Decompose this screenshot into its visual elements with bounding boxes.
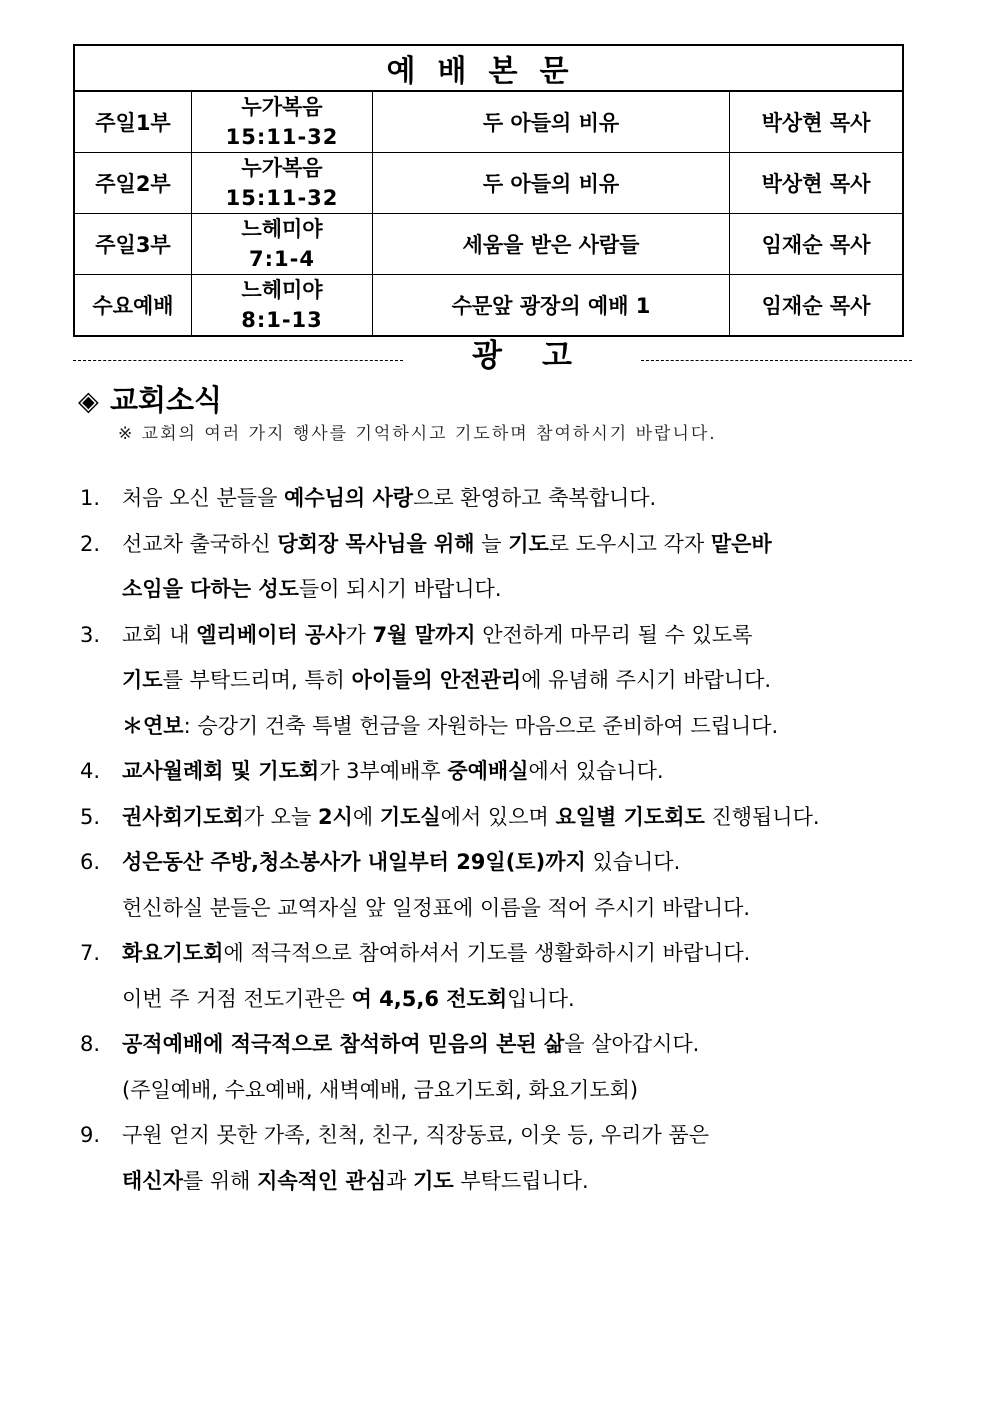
news-emphasis-text: 7월 말까지 [372, 622, 476, 647]
news-text: (주일예배, 수요예배, 새벽예배, 금요기도회, 화요기도회) [122, 1077, 639, 1102]
news-emphasis-text: 권사회기도회 [122, 804, 244, 829]
news-item-line [80, 522, 880, 568]
news-emphasis-text: 예수님의 사랑 [284, 486, 414, 510]
service-name: 수요예배 [74, 275, 192, 337]
scripture-verse: 15:11-32 [225, 125, 339, 149]
news-text: 있습니다. [585, 850, 681, 874]
news-item-number: 8. [80, 1032, 101, 1056]
news-emphasis-text: 여 4,5,6 전도회 [351, 986, 508, 1011]
news-emphasis-text: 기도 [122, 668, 163, 692]
news-text: 선교차 출국하신 [122, 531, 278, 556]
news-item [80, 795, 880, 841]
notice-header [73, 338, 912, 374]
preacher-name: 임재순 목사 [730, 214, 904, 275]
sermon-title: 수문앞 광장의 예배 1 [373, 275, 730, 337]
news-item [80, 931, 880, 1022]
news-text: 구원 얻지 못한 가족, 친척, 친구, 직장동료, 이웃 등, 우리가 품은 [122, 1123, 709, 1147]
news-text: 입니다. [507, 986, 575, 1011]
news-emphasis-text: 기도 [508, 531, 549, 556]
news-text: 이번 주 거점 전도기관은 [122, 986, 352, 1011]
service-name: 주일1부 [74, 91, 192, 153]
news-text: 부탁드립니다. [453, 1168, 589, 1193]
worship-row [74, 153, 903, 214]
worship-row [74, 214, 903, 275]
news-item-line [80, 886, 880, 932]
news-item [80, 749, 880, 795]
news-item-line [80, 476, 880, 522]
news-emphasis-text: 요일별 기도회도 [555, 804, 705, 829]
news-item-line [80, 1068, 880, 1114]
news-item-number: 5. [80, 804, 101, 829]
news-item-number: 2. [80, 531, 101, 556]
news-text: 과 [386, 1168, 414, 1193]
news-text: 로 도우시고 각자 [548, 531, 711, 556]
news-item-line [80, 840, 880, 886]
news-item [80, 476, 880, 522]
news-text: 처음 오신 분들을 [122, 486, 285, 510]
news-emphasis-text: 2시 [317, 804, 353, 829]
news-emphasis-text: 엘리베이터 공사 [196, 622, 346, 647]
news-emphasis-text: 화요기도회 [122, 941, 224, 965]
worship-row [74, 91, 903, 153]
news-text: 를 위해 [182, 1168, 258, 1193]
news-item-line [80, 931, 880, 977]
church-news-title: 교회소식 [110, 383, 223, 417]
news-emphasis-text: 중예배실 [447, 759, 529, 783]
news-item-number: 1. [80, 486, 101, 510]
news-emphasis-text: 지속적인 관심 [257, 1168, 387, 1193]
news-item-line [80, 1113, 880, 1159]
news-emphasis-text: 아이들의 안전관리 [351, 668, 522, 692]
scripture-verse: 15:11-32 [225, 186, 339, 210]
news-item [80, 1113, 880, 1204]
news-text: 헌신하실 분들은 교역자실 앞 일정표에 이름을 적어 주시기 바랍니다. [122, 895, 751, 920]
news-item-line [80, 613, 880, 659]
news-item-line [80, 749, 880, 795]
worship-table-title: 예배본문 [74, 45, 903, 91]
news-text: 에 [352, 804, 380, 829]
news-text: 으로 환영하고 축복합니다. [413, 486, 657, 510]
news-text: 진행됩니다. [704, 804, 820, 829]
news-text: 가 오늘 [243, 804, 318, 829]
news-item [80, 522, 880, 613]
news-text: 교회 내 [122, 622, 197, 647]
news-item-number: 9. [80, 1123, 101, 1147]
worship-row [74, 275, 903, 337]
sermon-title: 두 아들의 비유 [373, 153, 730, 214]
news-item-line [80, 977, 880, 1023]
news-text: 에 적극적으로 참여하셔서 기도를 생활화하시기 바랍니다. [223, 941, 751, 965]
church-news-note: ※ 교회의 여러 가지 행사를 기억하시고 기도하며 참여하시기 바랍니다. [118, 424, 717, 444]
news-text: 가 [345, 622, 373, 647]
dashed-divider [641, 360, 912, 361]
news-item-number: 6. [80, 850, 101, 874]
scripture-reference [192, 91, 373, 153]
scripture-verse: 7:1-4 [249, 247, 315, 271]
notice-title: 광고 [472, 338, 612, 374]
scripture-reference [192, 275, 373, 337]
scripture-book: 누가복음 [241, 156, 323, 180]
news-text: 에 유념해 주시기 바랍니다. [521, 668, 772, 692]
news-text: 가 3부예배후 [319, 759, 448, 783]
news-emphasis-text: 기도 [413, 1168, 454, 1193]
news-item [80, 1022, 880, 1113]
news-text: : 승강기 건축 특별 헌금을 자원하는 마음으로 준비하여 드립니다. [183, 713, 779, 738]
sermon-title: 세움을 받은 사람들 [373, 214, 730, 275]
news-item-line [80, 795, 880, 841]
news-emphasis-text: ＊연보 [122, 713, 184, 738]
news-item [80, 613, 880, 750]
scripture-book: 느헤미야 [241, 217, 323, 241]
scripture-verse: 8:1-13 [241, 308, 323, 332]
news-item-line [80, 567, 880, 613]
news-emphasis-text: 기도실 [379, 804, 441, 829]
news-emphasis-text: 태신자 [122, 1168, 183, 1193]
news-item-line [80, 658, 880, 704]
news-emphasis-text: 맡은바 [710, 531, 772, 556]
news-emphasis-text: 당회장 목사님을 위해 [277, 531, 475, 556]
scripture-book: 누가복음 [241, 95, 323, 119]
news-emphasis-text: 소임을 다하는 성도 [122, 577, 299, 601]
service-name: 주일2부 [74, 153, 192, 214]
preacher-name: 박상현 목사 [730, 153, 904, 214]
news-item-number: 7. [80, 941, 101, 965]
news-list [80, 476, 880, 1204]
preacher-name: 박상현 목사 [730, 91, 904, 153]
news-item-line [80, 704, 880, 750]
news-text: 을 살아갑시다. [564, 1032, 700, 1056]
news-item [80, 840, 880, 931]
news-text: 안전하게 마무리 될 수 있도록 [475, 622, 753, 647]
news-text: 에서 있으며 [440, 804, 556, 829]
news-emphasis-text: 공적예배에 적극적으로 참석하여 믿음의 본된 삶 [122, 1032, 565, 1056]
news-item-number: 3. [80, 622, 101, 647]
scripture-reference [192, 214, 373, 275]
news-text: 들이 되시기 바랍니다. [298, 577, 502, 601]
news-item-line [80, 1022, 880, 1068]
news-text: 를 부탁드리며, 특히 [162, 668, 352, 692]
church-news-heading [78, 378, 222, 419]
news-emphasis-text: 성은동산 주방,청소봉사가 내일부터 29일(토)까지 [122, 850, 586, 874]
preacher-name: 임재순 목사 [730, 275, 904, 337]
worship-table [73, 44, 904, 337]
news-item-number: 4. [80, 759, 101, 783]
service-name: 주일3부 [74, 214, 192, 275]
news-text: 늘 [474, 531, 509, 556]
news-item-line [80, 1159, 880, 1205]
news-emphasis-text: 교사월례회 및 기도회 [122, 759, 320, 783]
sermon-title: 두 아들의 비유 [373, 91, 730, 153]
scripture-book: 느헤미야 [241, 278, 323, 302]
news-text: 에서 있습니다. [528, 759, 664, 783]
dashed-divider [73, 360, 403, 361]
diamond-icon: ◈ [78, 386, 99, 417]
scripture-reference [192, 153, 373, 214]
